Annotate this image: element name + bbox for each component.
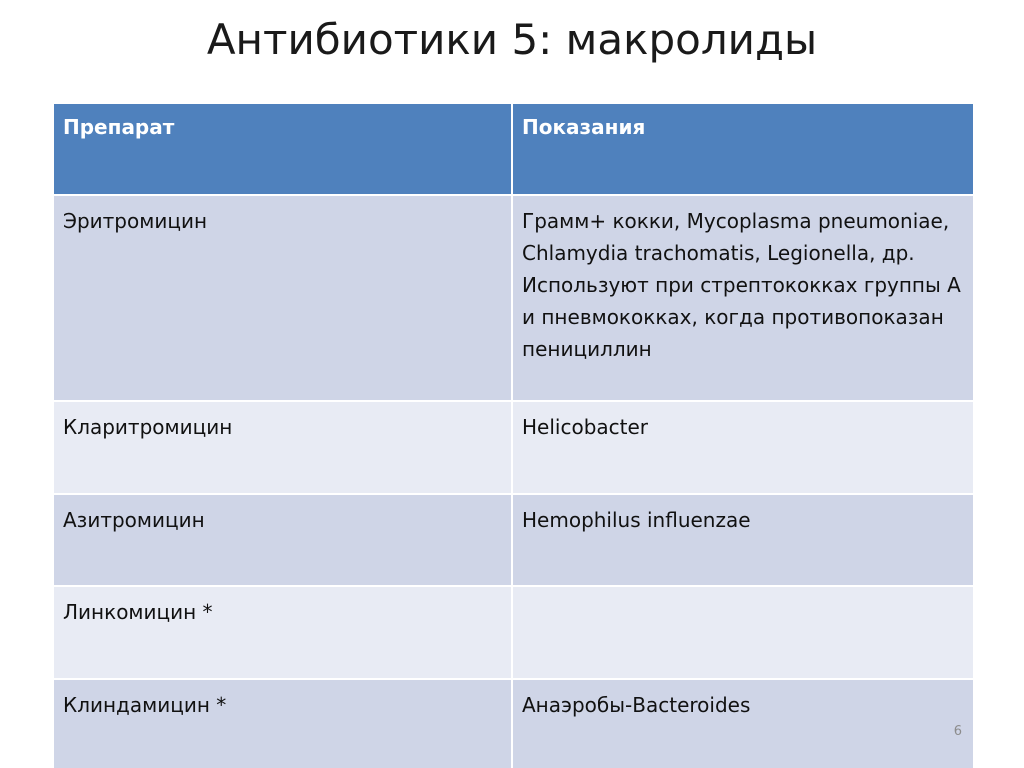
table-header-row (53, 103, 974, 195)
header-drug: Препарат (53, 103, 512, 195)
slide-title: Антибиотики 5: макролиды (206, 15, 818, 64)
cell-indications (512, 586, 974, 679)
cell-indications: Анаэробы-Bacteroides (512, 679, 974, 768)
table-row (53, 679, 974, 768)
cell-drug: Линкомицин * (53, 586, 512, 679)
cell-drug: Кларитромицин (53, 401, 512, 494)
cell-indications: Helicobacter (512, 401, 974, 494)
table-row (53, 401, 974, 494)
table-row (53, 586, 974, 679)
table-row (53, 195, 974, 401)
header-indications: Показания (512, 103, 974, 195)
cell-drug: Клиндамицин * (53, 679, 512, 768)
table-row (53, 494, 974, 586)
cell-indications: Грамм+ кокки, Mycoplasma pneumoniae, Chlamydia trachomatis, Legionella, др. Используют при стрептококках группы А и пневмококках, когда противопоказан пенициллин (512, 195, 974, 401)
cell-drug: Азитромицин (53, 494, 512, 586)
cell-drug: Эритромицин (53, 195, 512, 401)
page-number: 6 (953, 724, 962, 739)
cell-indications: Hemophilus influenzae (512, 494, 974, 586)
drug-table (52, 102, 975, 768)
